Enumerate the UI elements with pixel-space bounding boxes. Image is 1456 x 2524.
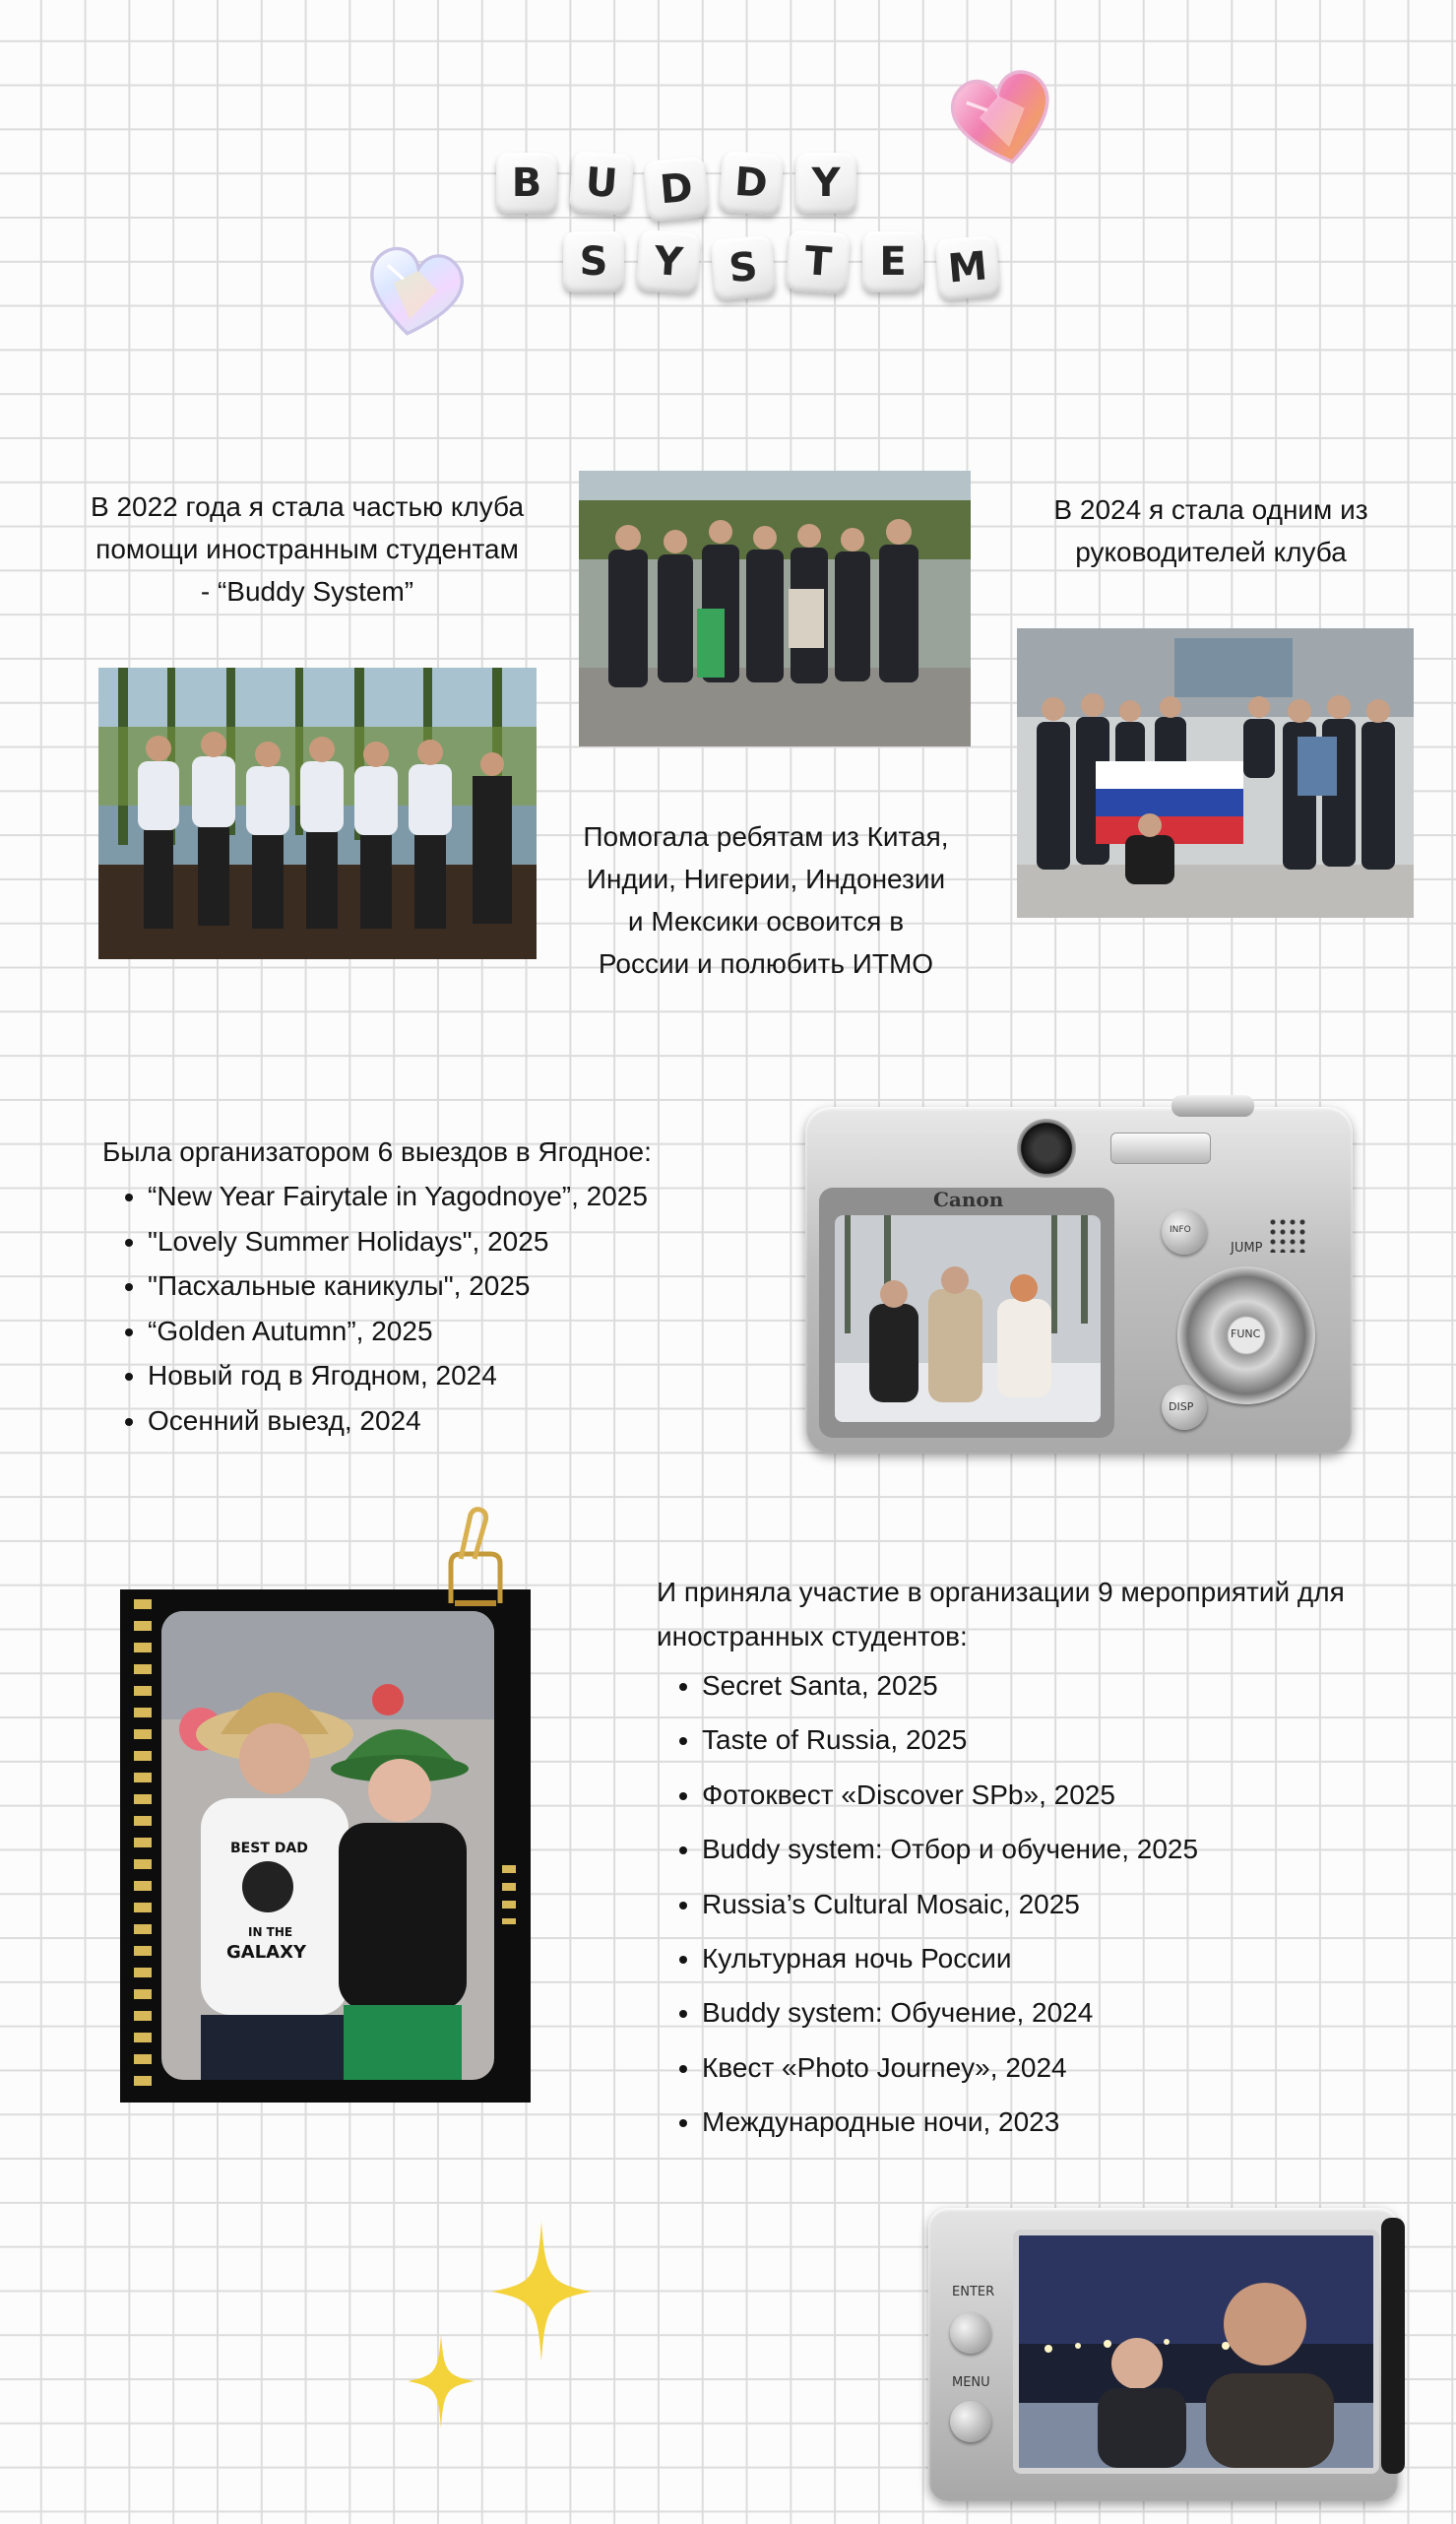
camera-menu-button [950, 2401, 991, 2442]
film-sprockets-right [502, 1865, 516, 1924]
trips-block [102, 1131, 772, 1443]
camera-label-jump: JUMP [1231, 1241, 1263, 1256]
camera-screen [835, 1215, 1101, 1422]
crystal-heart-icon [945, 59, 1061, 172]
list-item: • "Пасхальные каникулы", 2025 [148, 1263, 772, 1309]
sparkle-star-icon [408, 2334, 475, 2428]
list-item: • Фотоквест «Discover SPb», 2025 [702, 1768, 1405, 1822]
list-item: • Secret Santa, 2025 [702, 1658, 1405, 1713]
list-item: • Международные ночи, 2023 [702, 2095, 1405, 2149]
camera-label-disp: DISP [1169, 1400, 1194, 1413]
title-bead: S [710, 234, 776, 300]
list-item: • Buddy system: Отбор и обучение, 2025 [702, 1822, 1405, 1876]
film-frame-photo [120, 1589, 531, 2103]
camera-enter-button [950, 2312, 991, 2354]
crystal-heart-icon [359, 234, 470, 345]
group-photo-flag [1017, 628, 1414, 918]
title-bead: B [496, 153, 557, 214]
list-item: • “Golden Autumn”, 2025 [148, 1309, 772, 1354]
list-item: • Taste of Russia, 2025 [702, 1713, 1405, 1767]
camera-speaker [1268, 1217, 1307, 1253]
title-row-system [563, 231, 998, 298]
camera-top-bar [1171, 1095, 1254, 1117]
title-bead: T [786, 229, 851, 294]
tshirt-text: BEST DAD [230, 1841, 308, 1856]
camera-side-grip [1381, 2218, 1405, 2474]
camera-flash [1110, 1133, 1211, 1164]
camera-brand: Canon [933, 1188, 1004, 1211]
list-item: • Новый год в Ягодном, 2024 [148, 1353, 772, 1398]
camera-screen [1013, 2230, 1379, 2474]
camera-label-enter: ENTER [952, 2285, 995, 2299]
events-heading: И приняла участие в организации 9 мероприятий для иностранных студентов: [657, 1577, 1345, 1651]
film-sprockets-left [134, 1599, 152, 2092]
title-bead: M [934, 234, 1000, 300]
list-item: • Культурная ночь России [702, 1931, 1405, 1985]
list-item: • "Lovely Summer Holidays", 2025 [148, 1219, 772, 1264]
events-list [657, 1658, 1405, 2150]
title-bead: S [563, 231, 624, 292]
camera-label-func: FUNC [1231, 1327, 1261, 1340]
intro-joined-text: В 2022 года я стала частью клуба помощи иностранным студентам - “Buddy System” [91, 491, 525, 607]
intro-helped-text: Помогала ребятам из Китая, Индии, Нигерии, Индонезии и Мексики освоится в России и полюбить ИТМО [583, 821, 949, 979]
list-item: • Buddy system: Обучение, 2024 [702, 1985, 1405, 2039]
camera-icon [805, 1107, 1353, 1454]
tshirt-text: GALAXY [226, 1942, 307, 1963]
list-item: • Квест «Photo Journey», 2024 [702, 2040, 1405, 2095]
trips-heading: Была организатором 6 выездов в Ягодное: [102, 1136, 652, 1167]
events-block [657, 1570, 1405, 2150]
paper-clip-icon [431, 1505, 514, 1613]
list-item: • Russia’s Cultural Mosaic, 2025 [702, 1877, 1405, 1931]
sparkle-star-icon [490, 2222, 593, 2362]
title-row-buddy [496, 153, 856, 220]
title-bead: U [569, 151, 634, 216]
camera-label-info: INFO [1170, 1225, 1191, 1235]
title-bead: D [643, 156, 709, 222]
trips-list [102, 1174, 772, 1443]
camera-label-menu: MENU [952, 2375, 990, 2390]
title-bead: Y [795, 153, 856, 214]
intro-leader-text: В 2024 я стала одним из руководителей клуба [1053, 494, 1368, 567]
title-bead: E [862, 231, 923, 292]
title-bead: Y [636, 229, 701, 294]
camera-icon [928, 2208, 1399, 2501]
tshirt-text: IN THE [248, 1925, 293, 1939]
title-bead: D [719, 151, 784, 216]
camera-viewfinder [1017, 1119, 1076, 1178]
film-photo [161, 1611, 494, 2080]
group-photo-street [579, 471, 971, 746]
group-photo-buddy-shirts [98, 668, 537, 959]
list-item: • “New Year Fairytale in Yagodnoye”, 2025 [148, 1174, 772, 1219]
list-item: • Осенний выезд, 2024 [148, 1398, 772, 1444]
